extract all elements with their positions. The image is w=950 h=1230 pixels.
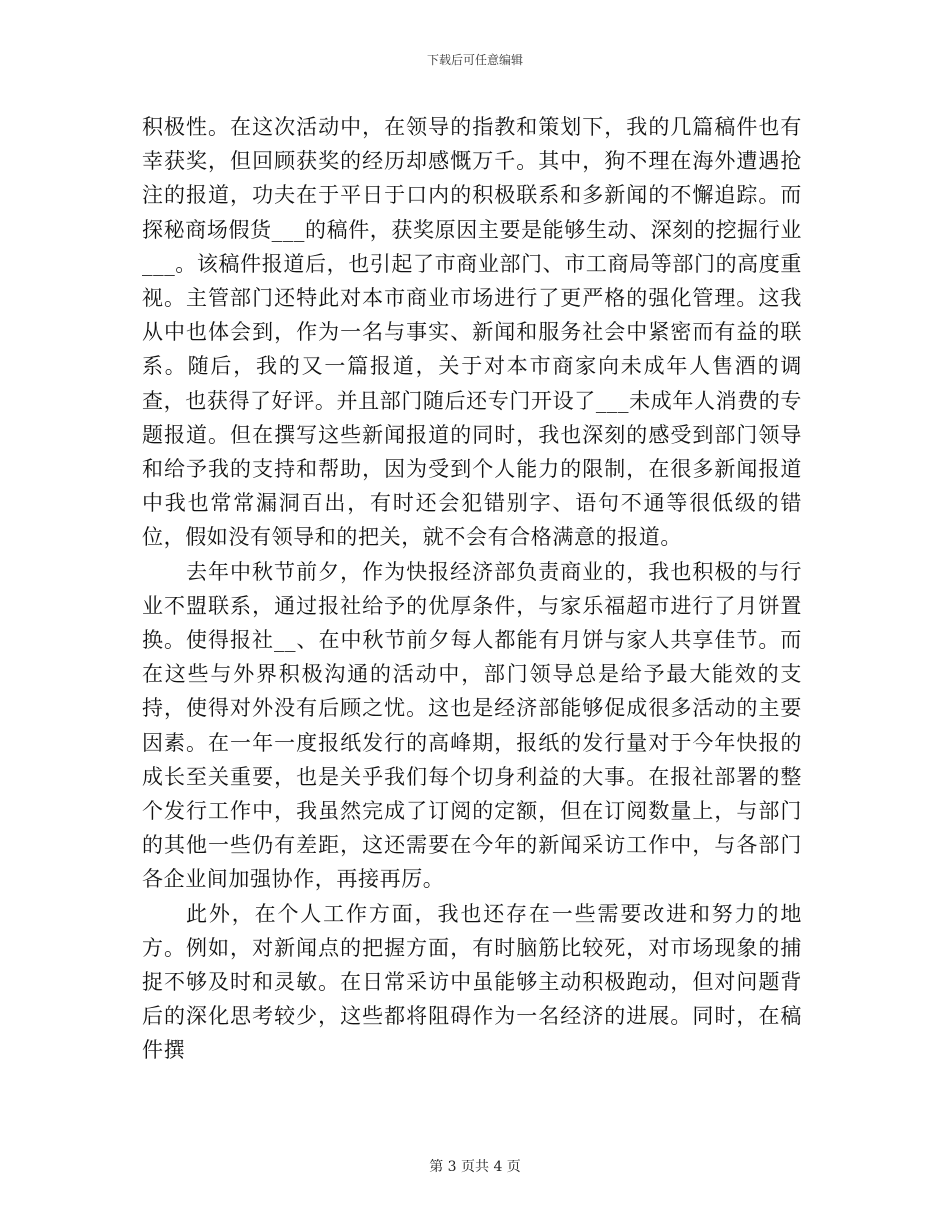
document-body	[142, 110, 802, 1068]
page-number-footer: 第 3 页共 4 页	[429, 1159, 521, 1175]
paragraph-2: 去年中秋节前夕，作为快报经济部负责商业的，我也积极的与行业不盟联系，通过报社给予的优厚条件，与家乐福超市进行了月饼置换。使得报社__、在中秋节前夕每人都能有月饼与家人共享佳节。而在这些与外界积极沟通的活动中，部门领导总是给予最大能效的支持，使得对外没有后顾之忧。这也是经济部能够促成很多活动的主要因素。在一年一度报纸发行的高峰期，报纸的发行量对于今年快报的成长至关重要，也是关乎我们每个切身利益的大事。在报社部署的整个发行工作中，我虽然完成了订阅的定额，但在订阅数量上，与部门的其他一些仍有差距，这还需要在今年的新闻采访工作中，与各部门各企业间加强协作，再接再厉。	[142, 559, 802, 892]
paragraph-1: 积极性。在这次活动中，在领导的指教和策划下，我的几篇稿件也有幸获奖，但回顾获奖的经历却感慨万千。其中，狗不理在海外遭遇抢注的报道，功夫在于平日于口内的积极联系和多新闻的不懈追踪。而探秘商场假货___的稿件，获奖原因主要是能够生动、深刻的挖掘行业___。该稿件报道后，也引起了市商业部门、市工商局等部门的高度重视。主管部门还特此对本市商业市场进行了更严格的强化管理。这我从中也体会到，作为一名与事实、新闻和服务社会中紧密而有益的联系。随后，我的又一篇报道，关于对本市商家向未成年人售酒的调查，也获得了好评。并且部门随后还专门开设了___未成年人消费的专题报道。但在撰写这些新闻报道的同时，我也深刻的感受到部门领导和给予我的支持和帮助，因为受到个人能力的限制，在很多新闻报道中我也常常漏洞百出，有时还会犯错别字、语句不通等很低级的错位，假如没有领导和的把关，就不会有合格满意的报道。	[142, 115, 802, 550]
page-header: 下载后可任意编辑	[426, 53, 523, 67]
paragraph-3: 此外，在个人工作方面，我也还存在一些需要改进和努力的地方。例如，对新闻点的把握方面，有时脑筋比较死，对市场现象的捕捉不够及时和灵敏。在日常采访中虽能够主动积极跑动，但对问题背后的深化思考较少，这些都将阻碍作为一名经济的进展。同时，在稿件撰	[142, 901, 802, 1063]
